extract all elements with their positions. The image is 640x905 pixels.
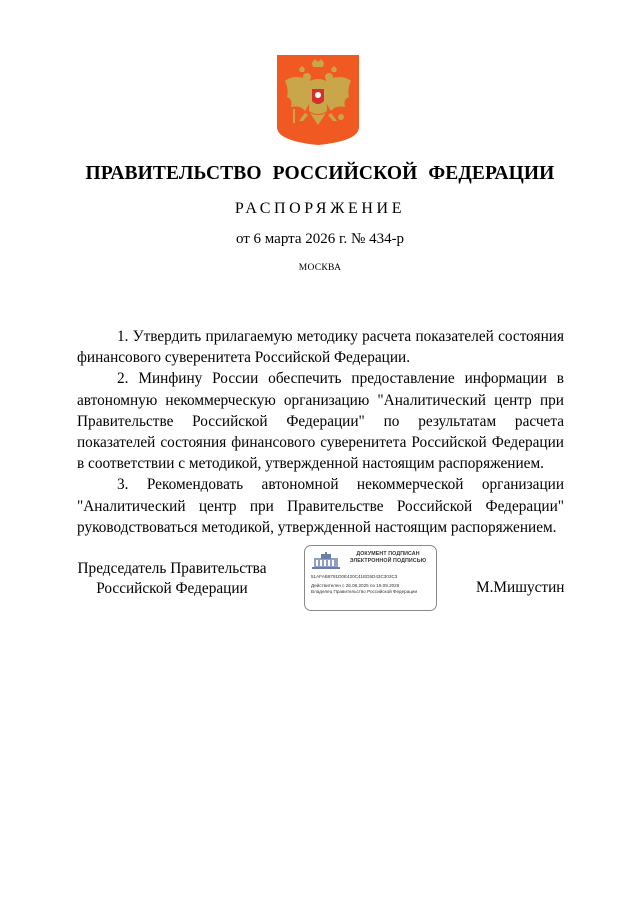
signer-title-line-2: Российской Федерации: [96, 580, 248, 597]
stamp-owner: Владелец Правительство Российской Федерации: [311, 589, 418, 594]
paragraph-3: 3. Рекомендовать автономной некоммерческой организации "Аналитический центр при Правительстве Российской Федерации" руководствоваться методикой, утвержденной настоящим распоряжением.: [77, 476, 564, 536]
stamp-heading-line-1: ДОКУМЕНТ ПОДПИСАН: [356, 551, 420, 557]
signer-title: [72, 559, 272, 599]
stamp-certificate-number: 51AFAB8781D0E420C41ED5D43C303C3: [311, 574, 398, 579]
signer-name: М.Мишустин: [476, 579, 565, 596]
paragraph-1: 1. Утвердить прилагаемую методику расчета показателей состояния финансового суверенитета Российской Федерации.: [77, 328, 564, 367]
russian-coat-of-arms-icon: [277, 55, 359, 145]
document-body: [77, 326, 564, 538]
stamp-heading-line-2: ЭЛЕКТРОННОЙ ПОДПИСЬЮ: [349, 558, 427, 564]
paragraph-2: 2. Минфину России обеспечить предоставление информации в автономную некоммерческую организацию "Аналитический центр при Правительстве Российской Федерации" по результатам расчета показателей состояния финансового суверенитета Российской Федерации в соответствии с методикой, утвержденной настоящим распоряжением.: [77, 370, 564, 473]
stamp-heading: [341, 551, 435, 565]
signer-title-line-1: Председатель Правительства: [77, 560, 267, 577]
document-type: РАСПОРЯЖЕНИЕ: [234, 200, 406, 217]
electronic-signature-stamp: [304, 545, 437, 611]
document-date-number: от 6 марта 2026 г. № 434-р: [235, 231, 405, 247]
stamp-validity: Действителен с 26.06.2025 по 19.09.2026: [311, 583, 400, 588]
government-building-icon: [311, 552, 341, 570]
document-city: МОСКВА: [298, 263, 342, 273]
government-title: ПРАВИТЕЛЬСТВО РОССИЙСКОЙ ФЕДЕРАЦИИ: [85, 163, 555, 184]
